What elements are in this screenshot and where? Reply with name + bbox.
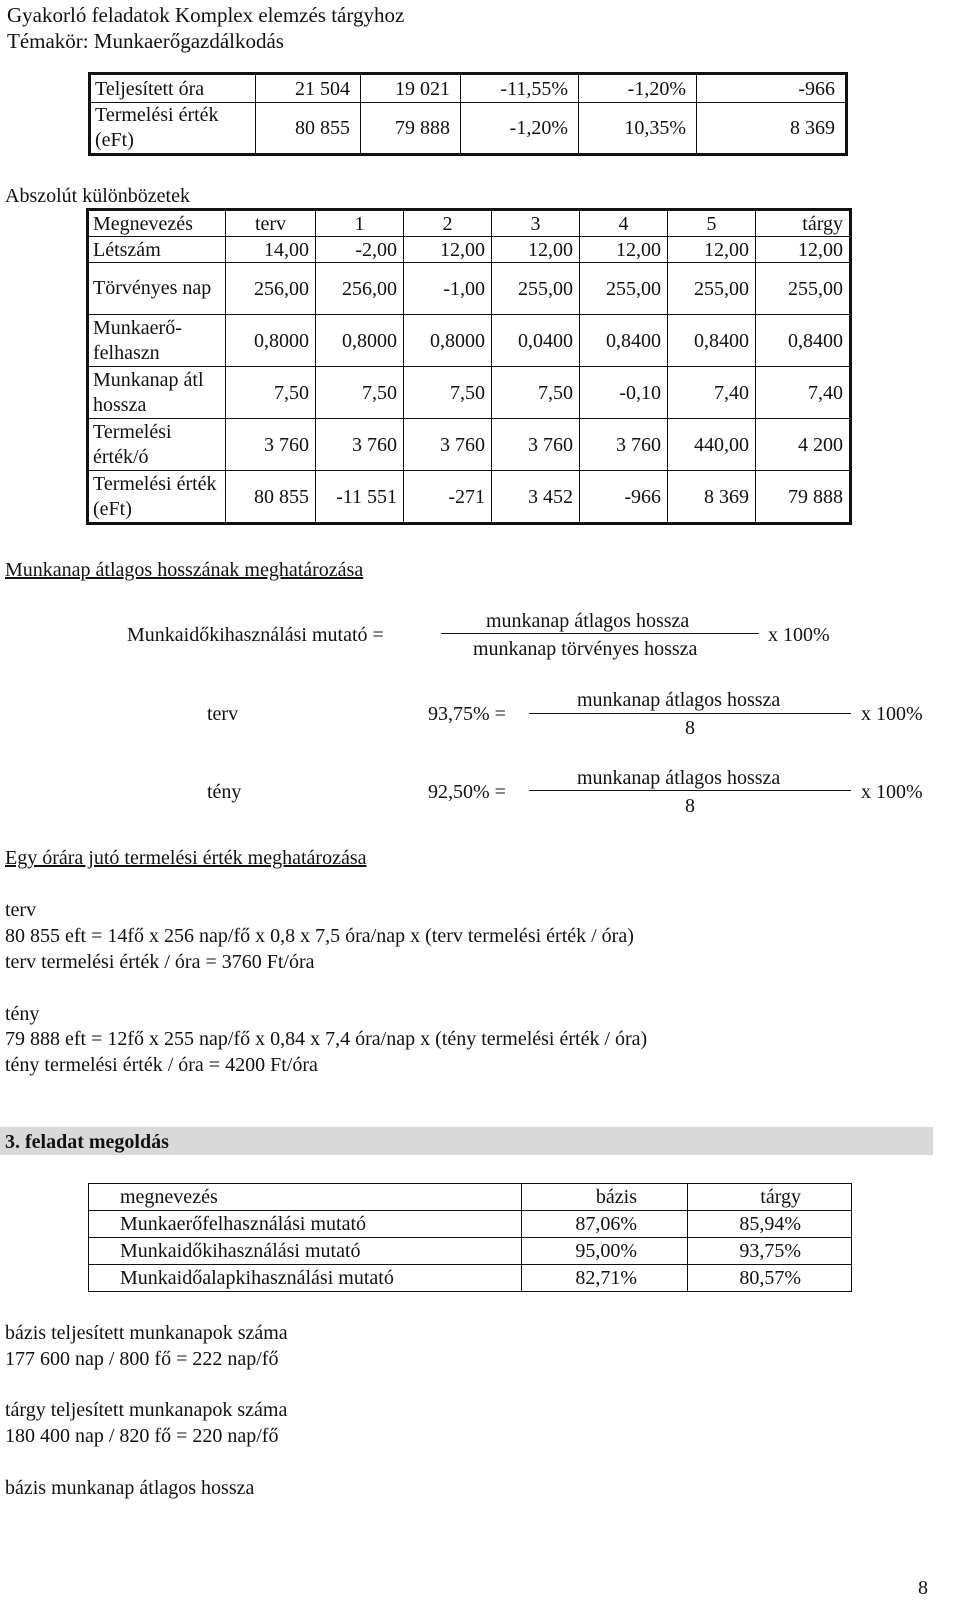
table-cell: 79 888 — [361, 103, 461, 155]
task-heading: 3. feladat megoldás — [5, 1131, 169, 1153]
terv-denominator: 8 — [685, 717, 695, 739]
table-cell: 256,00 — [316, 263, 404, 315]
table-cell: 3 760 — [492, 419, 580, 471]
table-cell: 8 369 — [668, 471, 756, 524]
table-cell: 0,8400 — [668, 315, 756, 367]
row-label: Munkanap átl hossza — [88, 367, 226, 419]
table-cell: 7,50 — [404, 367, 492, 419]
table-cell: 0,8000 — [404, 315, 492, 367]
abs-diff-table — [86, 208, 852, 525]
text-line: tény termelési érték / óra = 4200 Ft/óra — [5, 1054, 318, 1076]
table-cell: 255,00 — [668, 263, 756, 315]
text-line: tény — [5, 1003, 40, 1025]
row-label: Termelési érték (eFt) — [90, 103, 256, 155]
text-line: tárgy teljesített munkanapok száma — [5, 1399, 288, 1421]
table-header-row — [88, 210, 851, 237]
table-row — [89, 1238, 852, 1265]
formula-denominator: munkanap törvényes hossza — [473, 638, 698, 660]
text-line: 177 600 nap / 800 fő = 222 nap/fő — [5, 1348, 279, 1370]
column-header: 2 — [404, 210, 492, 237]
column-header: tárgy — [756, 210, 851, 237]
table-cell: 12,00 — [668, 237, 756, 263]
table-cell: -271 — [404, 471, 492, 524]
text-line: 80 855 eft = 14fő x 256 nap/fő x 0,8 x 7,5 óra/nap x (terv termelési érték / óra) — [5, 925, 634, 947]
table-cell: -0,10 — [580, 367, 668, 419]
terv-lhs: 93,75% = — [428, 703, 506, 725]
task3-table — [88, 1183, 852, 1292]
row-label: Termelési érték (eFt) — [88, 471, 226, 524]
table-cell: 0,8400 — [580, 315, 668, 367]
table-cell: -2,00 — [316, 237, 404, 263]
text-line: 79 888 eft = 12fő x 255 nap/fő x 0,84 x 7,4 óra/nap x (tény termelési érték / óra) — [5, 1028, 648, 1050]
table-cell: 0,0400 — [492, 315, 580, 367]
table-cell: -1,20% — [579, 74, 697, 103]
table-cell: -966 — [697, 74, 847, 103]
column-header: Megnevezés — [88, 210, 226, 237]
table-cell: 7,50 — [316, 367, 404, 419]
table-cell: 12,00 — [404, 237, 492, 263]
table-cell: 87,06% — [522, 1211, 688, 1238]
table-row — [88, 471, 851, 524]
page-number: 8 — [918, 1577, 928, 1599]
text-line: bázis munkanap átlagos hossza — [5, 1477, 255, 1499]
column-header: bázis — [522, 1184, 688, 1211]
section-title: Munkanap átlagos hosszának meghatározása — [5, 559, 364, 581]
column-header: terv — [226, 210, 316, 237]
fraction-line — [529, 713, 851, 714]
table-cell: 3 760 — [316, 419, 404, 471]
table-cell: 12,00 — [580, 237, 668, 263]
table-row — [88, 237, 851, 263]
table-cell: 80,57% — [688, 1265, 852, 1292]
table-cell: 7,50 — [226, 367, 316, 419]
terv-numerator: munkanap átlagos hossza — [577, 689, 781, 711]
table-cell: 0,8000 — [316, 315, 404, 367]
summary-table — [88, 72, 848, 156]
table-cell: 3 760 — [580, 419, 668, 471]
table-row — [90, 103, 847, 155]
table-row — [88, 367, 851, 419]
formula-factor: x 100% — [768, 624, 830, 646]
table-cell: -11,55% — [461, 74, 579, 103]
table-row — [88, 419, 851, 471]
section-title: Egy órára jutó termelési érték meghatározása — [5, 847, 367, 869]
column-header: 4 — [580, 210, 668, 237]
table-cell: Munkaerőfelhasználási mutató — [89, 1211, 522, 1238]
table-row — [89, 1211, 852, 1238]
table-cell: 255,00 — [492, 263, 580, 315]
row-label: Teljesített óra — [90, 74, 256, 103]
text-line: 180 400 nap / 820 fő = 220 nap/fő — [5, 1425, 279, 1447]
row-label: Törvényes nap — [88, 263, 226, 315]
fraction-line — [529, 790, 851, 791]
text-line: terv — [5, 899, 37, 921]
terv-factor: x 100% — [861, 703, 923, 725]
table-cell: 255,00 — [756, 263, 851, 315]
text-line: terv termelési érték / óra = 3760 Ft/óra — [5, 951, 315, 973]
table-cell: 85,94% — [688, 1211, 852, 1238]
formula-numerator: munkanap átlagos hossza — [486, 610, 690, 632]
table-row — [89, 1265, 852, 1292]
teny-factor: x 100% — [861, 781, 923, 803]
table-cell: 14,00 — [226, 237, 316, 263]
table-cell: 12,00 — [492, 237, 580, 263]
teny-label: tény — [207, 781, 242, 803]
table-row — [90, 74, 847, 103]
table-cell: 12,00 — [756, 237, 851, 263]
teny-denominator: 8 — [685, 795, 695, 817]
row-label: Munkaerő-felhaszn — [88, 315, 226, 367]
table-cell: 255,00 — [580, 263, 668, 315]
table-row — [88, 263, 851, 315]
section-title: Abszolút különbözetek — [5, 185, 190, 207]
table-header-row — [89, 1184, 852, 1211]
table-cell: 93,75% — [688, 1238, 852, 1265]
table-cell: Munkaidőalapkihasználási mutató — [89, 1265, 522, 1292]
table-cell: -11 551 — [316, 471, 404, 524]
table-cell: 19 021 — [361, 74, 461, 103]
table-cell: 82,71% — [522, 1265, 688, 1292]
column-header: megnevezés — [89, 1184, 522, 1211]
formula-lhs: Munkaidőkihasználási mutató = — [127, 624, 384, 646]
table-cell: Munkaidőkihasználási mutató — [89, 1238, 522, 1265]
table-cell: 79 888 — [788, 485, 843, 508]
table-cell: 256,00 — [226, 263, 316, 315]
teny-numerator: munkanap átlagos hossza — [577, 767, 781, 789]
table-cell: 4 200 — [756, 419, 851, 471]
table-cell: 440,00 — [668, 419, 756, 471]
fraction-line — [441, 633, 759, 634]
table-cell: 7,40 — [756, 367, 851, 419]
table-cell: 3 760 — [226, 419, 316, 471]
row-label: Termelési érték/ó — [88, 419, 226, 471]
table-cell: 3 452 — [492, 471, 580, 524]
table-cell: 10,35% — [579, 103, 697, 155]
table-cell: 7,40 — [668, 367, 756, 419]
table-cell: 0,8000 — [226, 315, 316, 367]
table-cell: 3 760 — [404, 419, 492, 471]
table-cell: 95,00% — [522, 1238, 688, 1265]
table-cell: 80 855 — [256, 103, 361, 155]
row-label: Létszám — [88, 237, 226, 263]
table-cell: 80 855 — [226, 471, 316, 524]
column-header: tárgy — [688, 1184, 852, 1211]
doc-subtitle: Témakör: Munkaerőgazdálkodás — [7, 29, 284, 53]
terv-label: terv — [207, 703, 239, 725]
table-row — [88, 315, 851, 367]
table-cell: -966 — [580, 471, 668, 524]
table-cell: 21 504 — [256, 74, 361, 103]
table-cell: 0,8400 — [756, 315, 851, 367]
teny-lhs: 92,50% = — [428, 781, 506, 803]
text-line: bázis teljesített munkanapok száma — [5, 1322, 288, 1344]
column-header: 3 — [492, 210, 580, 237]
doc-title: Gyakorló feladatok Komplex elemzés tárgyhoz — [7, 3, 405, 27]
table-cell: -1,20% — [461, 103, 579, 155]
table-cell: 8 369 — [790, 117, 835, 139]
column-header: 1 — [316, 210, 404, 237]
column-header: 5 — [668, 210, 756, 237]
table-cell: -1,00 — [404, 263, 492, 315]
table-cell: 7,50 — [492, 367, 580, 419]
